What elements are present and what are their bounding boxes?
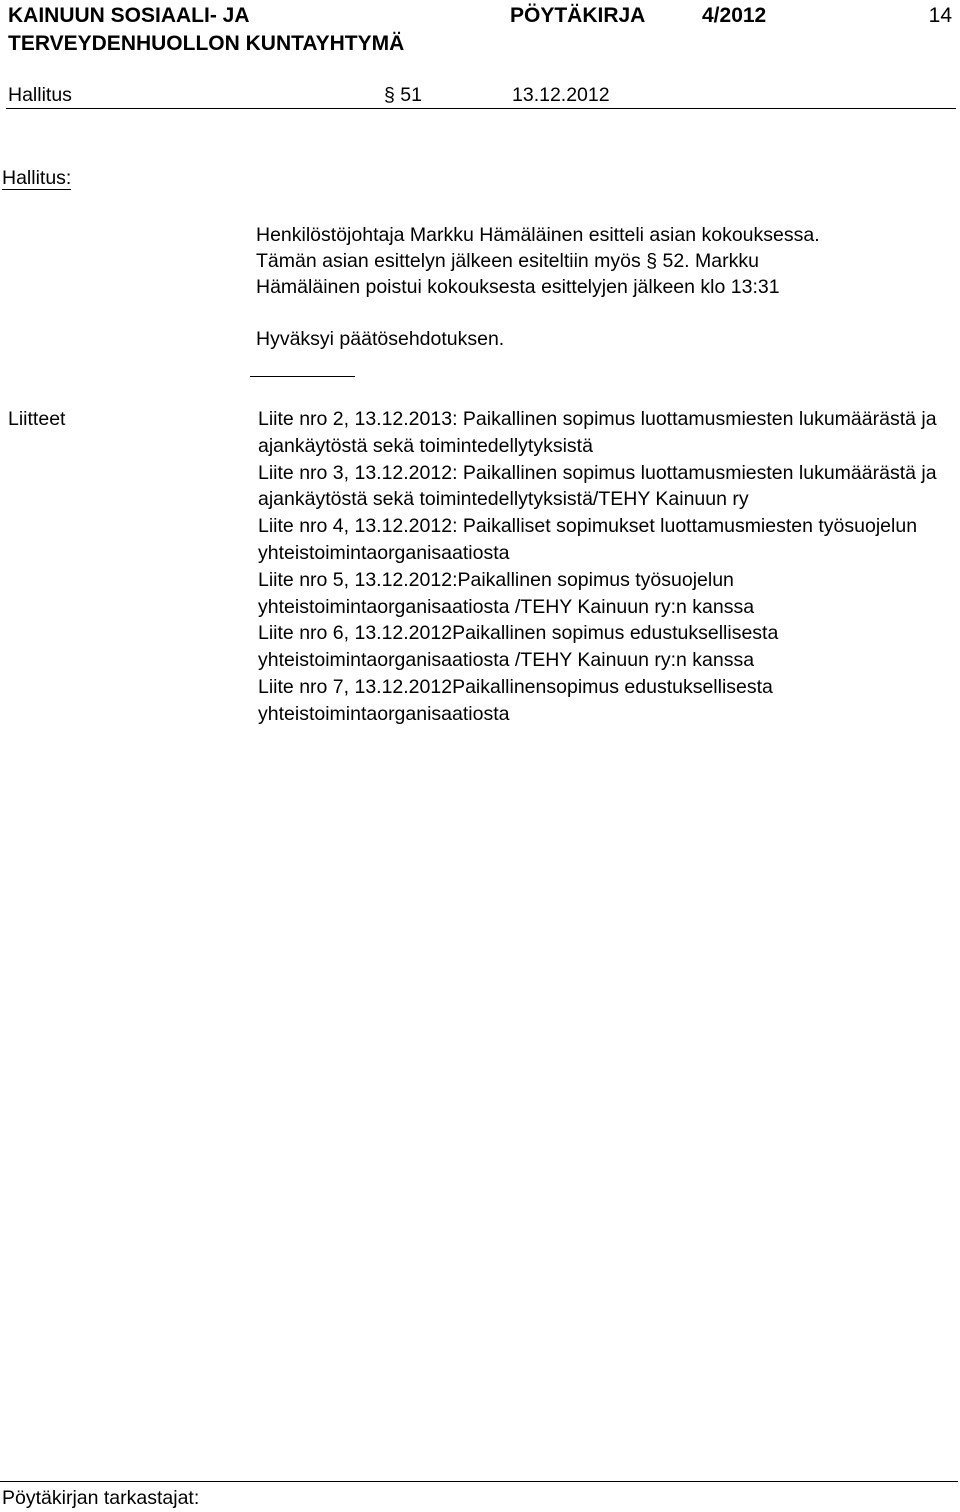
board-label bbox=[2, 165, 71, 191]
meeting-date: 13.12.2012 bbox=[512, 84, 610, 106]
attachment-item: Liite nro 6, 13.12.2012Paikallinen sopimus edustuksellisesta yhteistoimintaorganisaatiosta /TEHY Kainuun ry:n kanssa bbox=[258, 622, 779, 672]
body-name: Hallitus bbox=[8, 84, 72, 106]
section-number-value: 51 bbox=[400, 84, 422, 106]
section-sign: § bbox=[646, 250, 658, 272]
attachment-item: Liite nro 7, 13.12.2012Paikallinensopimus edustuksellisesta yhteistoimintaorganisaatiosta bbox=[258, 675, 773, 725]
decision-text: Hyväksyi päätösehdotuksen. bbox=[256, 328, 505, 350]
footer-divider bbox=[0, 1481, 958, 1482]
presentation-paragraph bbox=[256, 222, 956, 300]
board-label-text: Hallitus: bbox=[2, 167, 72, 189]
attachments-list bbox=[258, 406, 958, 728]
attachment-item: Liite nro 4, 13.12.2012: Paikalliset sopimukset luottamusmiesten työsuojelun yhteistoimintaorganisaatiosta bbox=[258, 515, 918, 564]
organization-name-line1: KAINUUN SOSIAALI- JA bbox=[8, 4, 250, 27]
attachments-label: Liitteet bbox=[8, 408, 66, 430]
paragraph-line-text: 52. Markku bbox=[662, 250, 759, 272]
organization-name bbox=[8, 2, 404, 58]
decision-divider bbox=[250, 376, 355, 377]
document-type: PÖYTÄKIRJA bbox=[510, 4, 646, 27]
attachment-item: Liite nro 2, 13.12.2013: Paikallinen sopimus luottamusmiesten lukumäärästä ja ajankäytöstä sekä toimintedellytyksistä bbox=[258, 408, 937, 457]
section-sign: § bbox=[384, 84, 395, 106]
header-divider bbox=[6, 108, 956, 109]
attachment-item: Liite nro 5, 13.12.2012:Paikallinen sopimus työsuojelun yhteistoimintaorganisaatiosta /TEHY Kainuun ry:n kanssa bbox=[258, 568, 755, 618]
section-number bbox=[384, 82, 422, 108]
document-number: 4/2012 bbox=[702, 4, 767, 27]
paragraph-line-text: Tämän asian esittelyn jälkeen esiteltiin myös bbox=[256, 250, 641, 272]
paragraph-line: Hämäläinen poistui kokouksesta esittelyjen jälkeen klo 13:31 bbox=[256, 276, 780, 298]
attachment-item: Liite nro 3, 13.12.2012: Paikallinen sopimus luottamusmiesten lukumäärästä ja ajankäytöstä sekä toimintedellytyksistä/TEHY Kainuun ry bbox=[258, 461, 937, 511]
page-number: 14 bbox=[928, 4, 952, 27]
organization-name-line2: TERVEYDENHUOLLON KUNTAYHTYMÄ bbox=[8, 32, 405, 55]
paragraph-line bbox=[256, 248, 956, 274]
paragraph-line: Henkilöstöjohtaja Markku Hämäläinen esitteli asian kokouksessa. bbox=[256, 224, 820, 246]
footer-reviewers-label: Pöytäkirjan tarkastajat: bbox=[2, 1487, 200, 1509]
